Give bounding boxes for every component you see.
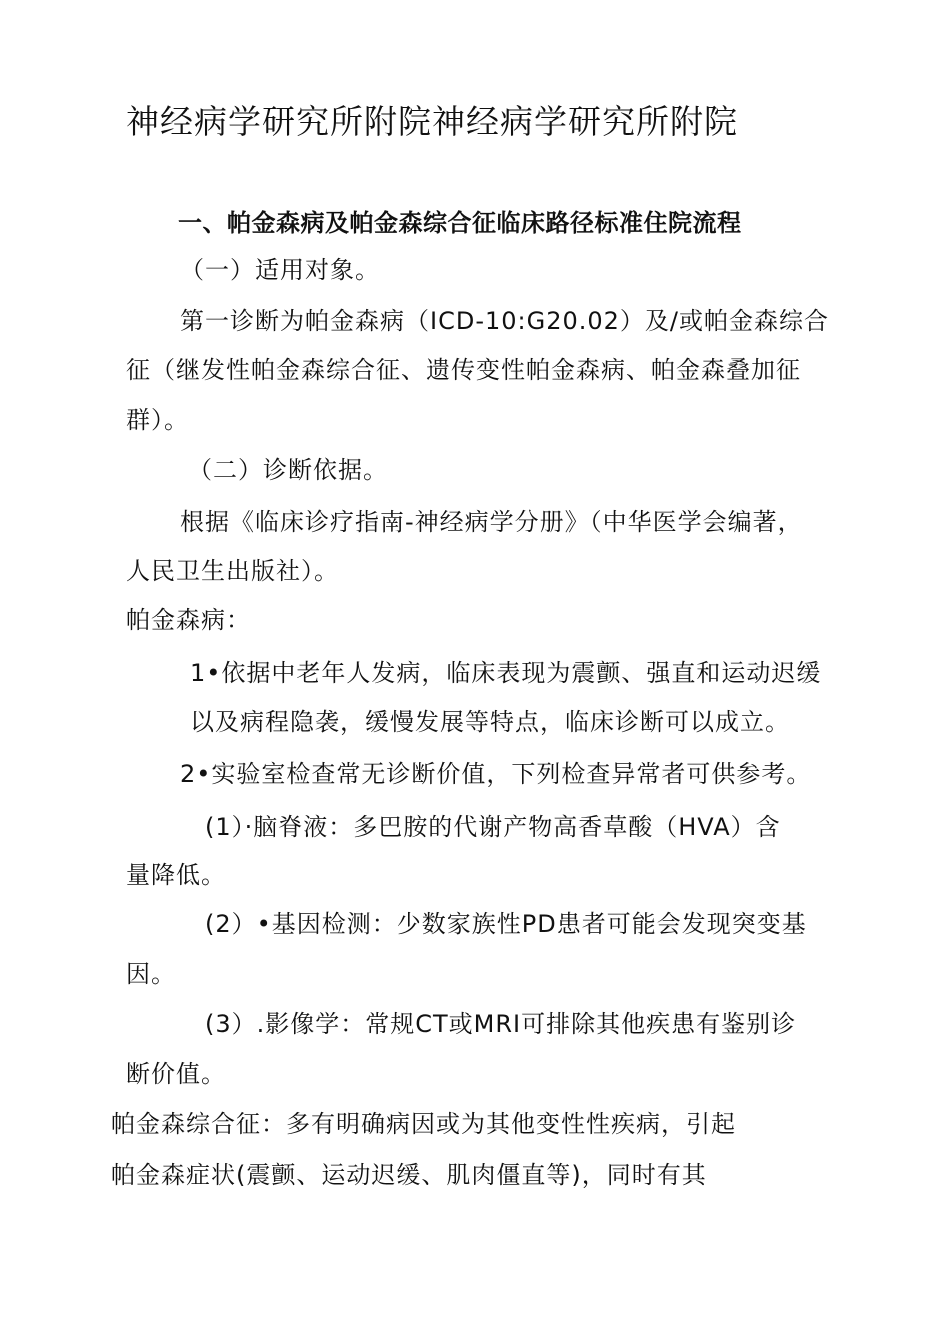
paragraph-line: 第一诊断为帕金森病（ICD-10:G20.02）及/或帕金森综合 [180,307,829,335]
paragraph-line: 群）。 [126,406,189,434]
paragraph-line: 因。 [126,960,176,988]
paragraph-line: 2•实验室检查常无诊断价值，下列检查异常者可供参考。 [180,760,812,788]
document-title: 神经病学研究所附院神经病学研究所附院 [126,102,738,141]
paragraph-line: (3）.影像学：常规CT或MRI可排除其他疾患有鉴别诊 [205,1010,797,1038]
paragraph-line: 1•依据中老年人发病，临床表现为震颤、强直和运动迟缓 [190,659,822,687]
paragraph-line: (2）•基因检测：少数家族性PD患者可能会发现突变基 [205,910,807,938]
paragraph-line: 帕金森综合征：多有明确病因或为其他变性性疾病，引起 [111,1110,736,1138]
paragraph-line: 征（继发性帕金森综合征、遗传变性帕金森病、帕金森叠加征 [126,356,801,384]
paragraph-line: 人民卫生出版社）。 [126,557,339,585]
paragraph-line: 帕金森症状(震颤、运动迟缓、肌肉僵直等)，同时有其 [111,1161,707,1189]
paragraph-line: 帕金森病： [126,606,251,634]
paragraph-line: （一）适用对象。 [180,256,380,284]
paragraph-line: 以及病程隐袭，缓慢发展等特点，临床诊断可以成立。 [190,708,790,736]
paragraph-line: 根据《临床诊疗指南-神经病学分册》（中华医学会编著， [180,508,803,536]
paragraph-line: （二）诊断依据。 [188,456,388,484]
paragraph-line: 量降低。 [126,861,226,889]
section-heading: 一、帕金森病及帕金森综合征临床路径标准住院流程 [178,209,742,237]
paragraph-line: (1）·脑脊液：多巴胺的代谢产物高香草酸（HVA）含 [205,813,781,841]
paragraph-line: 断价值。 [126,1060,226,1088]
